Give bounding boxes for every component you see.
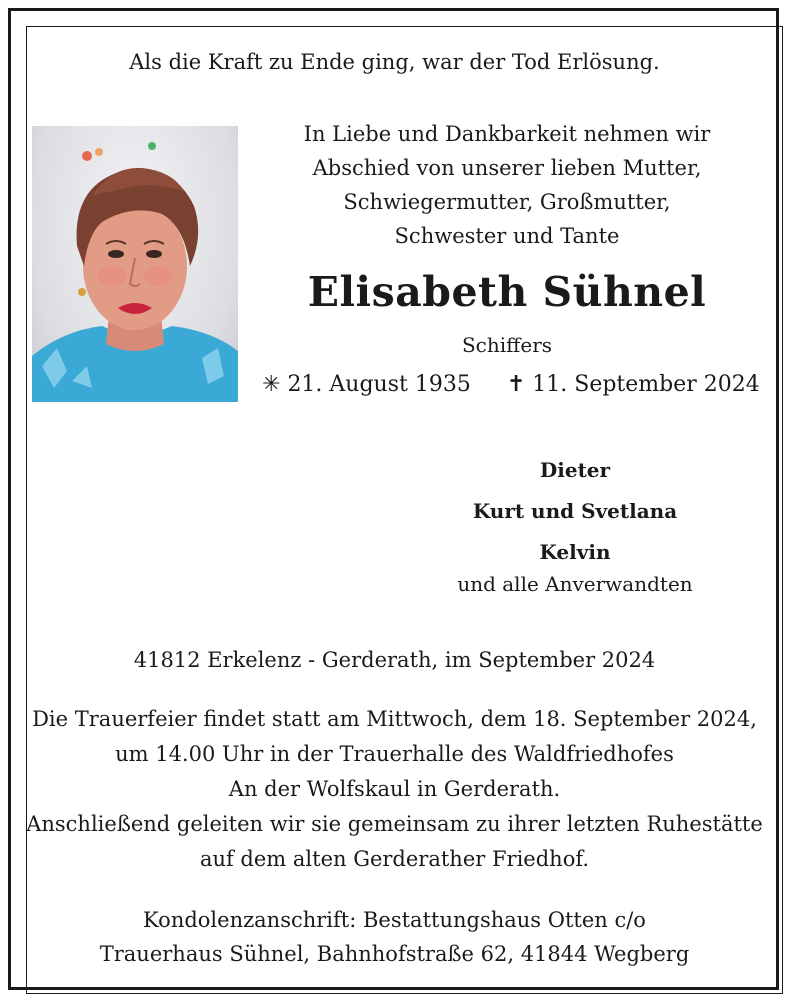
condolence-line: Trauerhaus Sühnel, Bahnhofstraße 62, 41844 Wegberg xyxy=(99,942,690,966)
service-line: um 14.00 Uhr in der Trauerhalle des Waldfriedhofes xyxy=(115,742,674,766)
mourner-name: Kurt und Svetlana xyxy=(472,499,678,523)
intro-line: Abschied von unserer lieben Mutter, xyxy=(312,156,702,180)
mourner-name: Dieter xyxy=(539,458,611,482)
portrait-photo xyxy=(32,126,238,402)
life-dates xyxy=(262,372,760,397)
intro-line: In Liebe und Dankbarkeit nehmen wir xyxy=(303,122,711,146)
condolence-line: Kondolenzanschrift: Bestattungshaus Otten c/o xyxy=(143,908,646,932)
mourners-list xyxy=(380,450,770,573)
deceased-name: Elisabeth Sühnel xyxy=(307,268,707,316)
service-line: auf dem alten Gerderather Friedhof. xyxy=(199,847,590,871)
service-line: An der Wolfskaul in Gerderath. xyxy=(228,777,561,801)
motto: Als die Kraft zu Ende ging, war der Tod Erlösung. xyxy=(129,50,660,74)
funeral-service-info xyxy=(20,702,769,877)
death-cross-icon: ✝ xyxy=(506,372,526,397)
intro-line: Schwester und Tante xyxy=(394,224,620,248)
other-relatives: und alle Anverwandten xyxy=(457,572,693,596)
birth-date: 21. August 1935 xyxy=(287,372,471,397)
mourner-name: Kelvin xyxy=(539,540,611,564)
place-date: 41812 Erkelenz - Gerderath, im September 2024 xyxy=(133,648,656,672)
intro-line: Schwiegermutter, Großmutter, xyxy=(343,190,671,214)
maiden-name: Schiffers xyxy=(461,333,553,357)
condolence-address xyxy=(40,903,749,971)
death-date: 11. September 2024 xyxy=(532,372,760,397)
portrait-illustration xyxy=(32,126,238,402)
intro-text xyxy=(272,117,742,253)
service-line: Die Trauerfeier findet statt am Mittwoch, dem 18. September 2024, xyxy=(32,707,757,731)
birth-star-icon: ✳ xyxy=(262,372,281,397)
service-line: Anschließend geleiten wir sie gemeinsam zu ihrer letzten Ruhestätte xyxy=(26,812,763,836)
